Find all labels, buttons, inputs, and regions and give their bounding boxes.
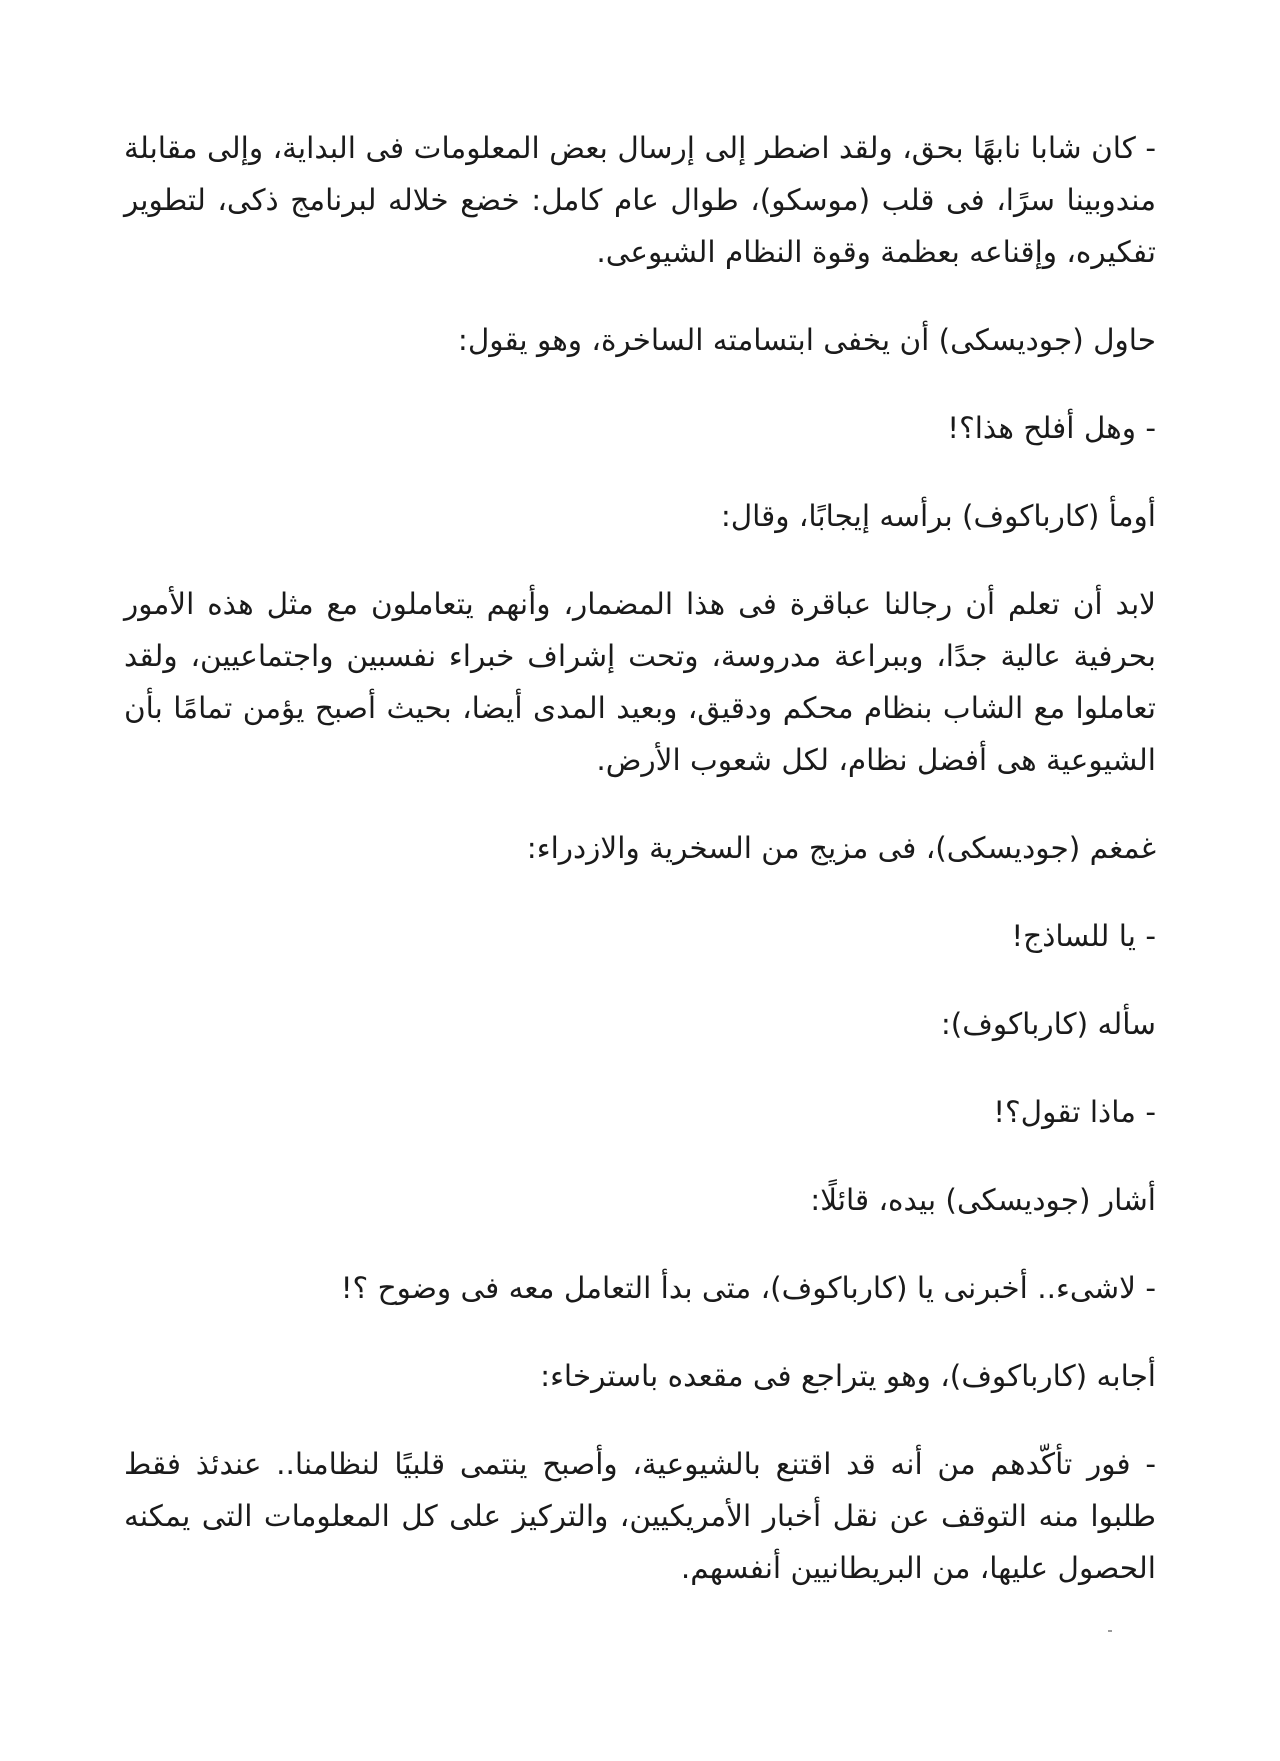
paragraph-6: غمغم (جوديسكى)، فى مزيج من السخرية والازدراء: — [526, 831, 1156, 865]
paragraph-12: أجابه (كارباكوف)، وهو يتراجع فى مقعده باسترخاء: — [540, 1359, 1156, 1393]
paragraph-5: لابد أن تعلم أن رجالنا عباقرة فى هذا المضمار، وأنهم يتعاملون مع مثل هذه الأمور بحرفية عالية جدًا، وببراعة مدروسة، وتحت إشراف خبراء نفسبين واجتماعيين، ولقد تعاملوا مع الشاب بنظام محكم ودقيق، وبعيد المدى أيضا، بحيث أصبح يؤمن تمامًا بأن الشيوعية هى أفضل نظام، لكل شعوب الأرض. — [124, 587, 1156, 777]
paragraph-10: أشار (جوديسكى) بيده، قائلًا: — [810, 1183, 1156, 1217]
page-text — [124, 122, 1156, 1630]
paragraph-2: حاول (جوديسكى) أن يخفى ابتسامته الساخرة، وهو يقول: — [457, 323, 1156, 357]
paragraph-1: - كان شابا نابهًا بحق، ولقد اضطر إلى إرسال بعض المعلومات فى البداية، وإلى مقابلة مندوبينا سرًا، فى قلب (موسكو)، طوال عام كامل: خضع خلاله لبرنامج ذكى، لتطوير تفكيره، وإقناعه بعظمة وقوة النظام الشيوعى. — [124, 131, 1156, 269]
paragraph-8: سأله (كارباكوف): — [940, 1007, 1156, 1041]
paragraph-4: أومأ (كارباكوف) برأسه إيجابًا، وقال: — [720, 499, 1156, 533]
paragraph-7: - يا للساذج! — [1011, 919, 1156, 953]
paragraph-9: - ماذا تقول؟! — [993, 1095, 1156, 1129]
page-mark — [1108, 1630, 1112, 1632]
paragraph-3: - وهل أفلح هذا؟! — [947, 411, 1156, 445]
paragraph-11: - لاشىء.. أخبرنى يا (كارباكوف)، متى بدأ التعامل معه فى وضوح ؟! — [340, 1271, 1156, 1305]
paragraph-13: - فور تأكّدهم من أنه قد اقتنع بالشيوعية، وأصبح ينتمى قلبيًا لنظامنا.. عندئذ فقط طلبوا منه التوقف عن نقل أخبار الأمريكيين، والتركيز على كل المعلومات التى يمكنه الحصول عليها، من البريطانيين أنفسهم. — [124, 1447, 1156, 1585]
